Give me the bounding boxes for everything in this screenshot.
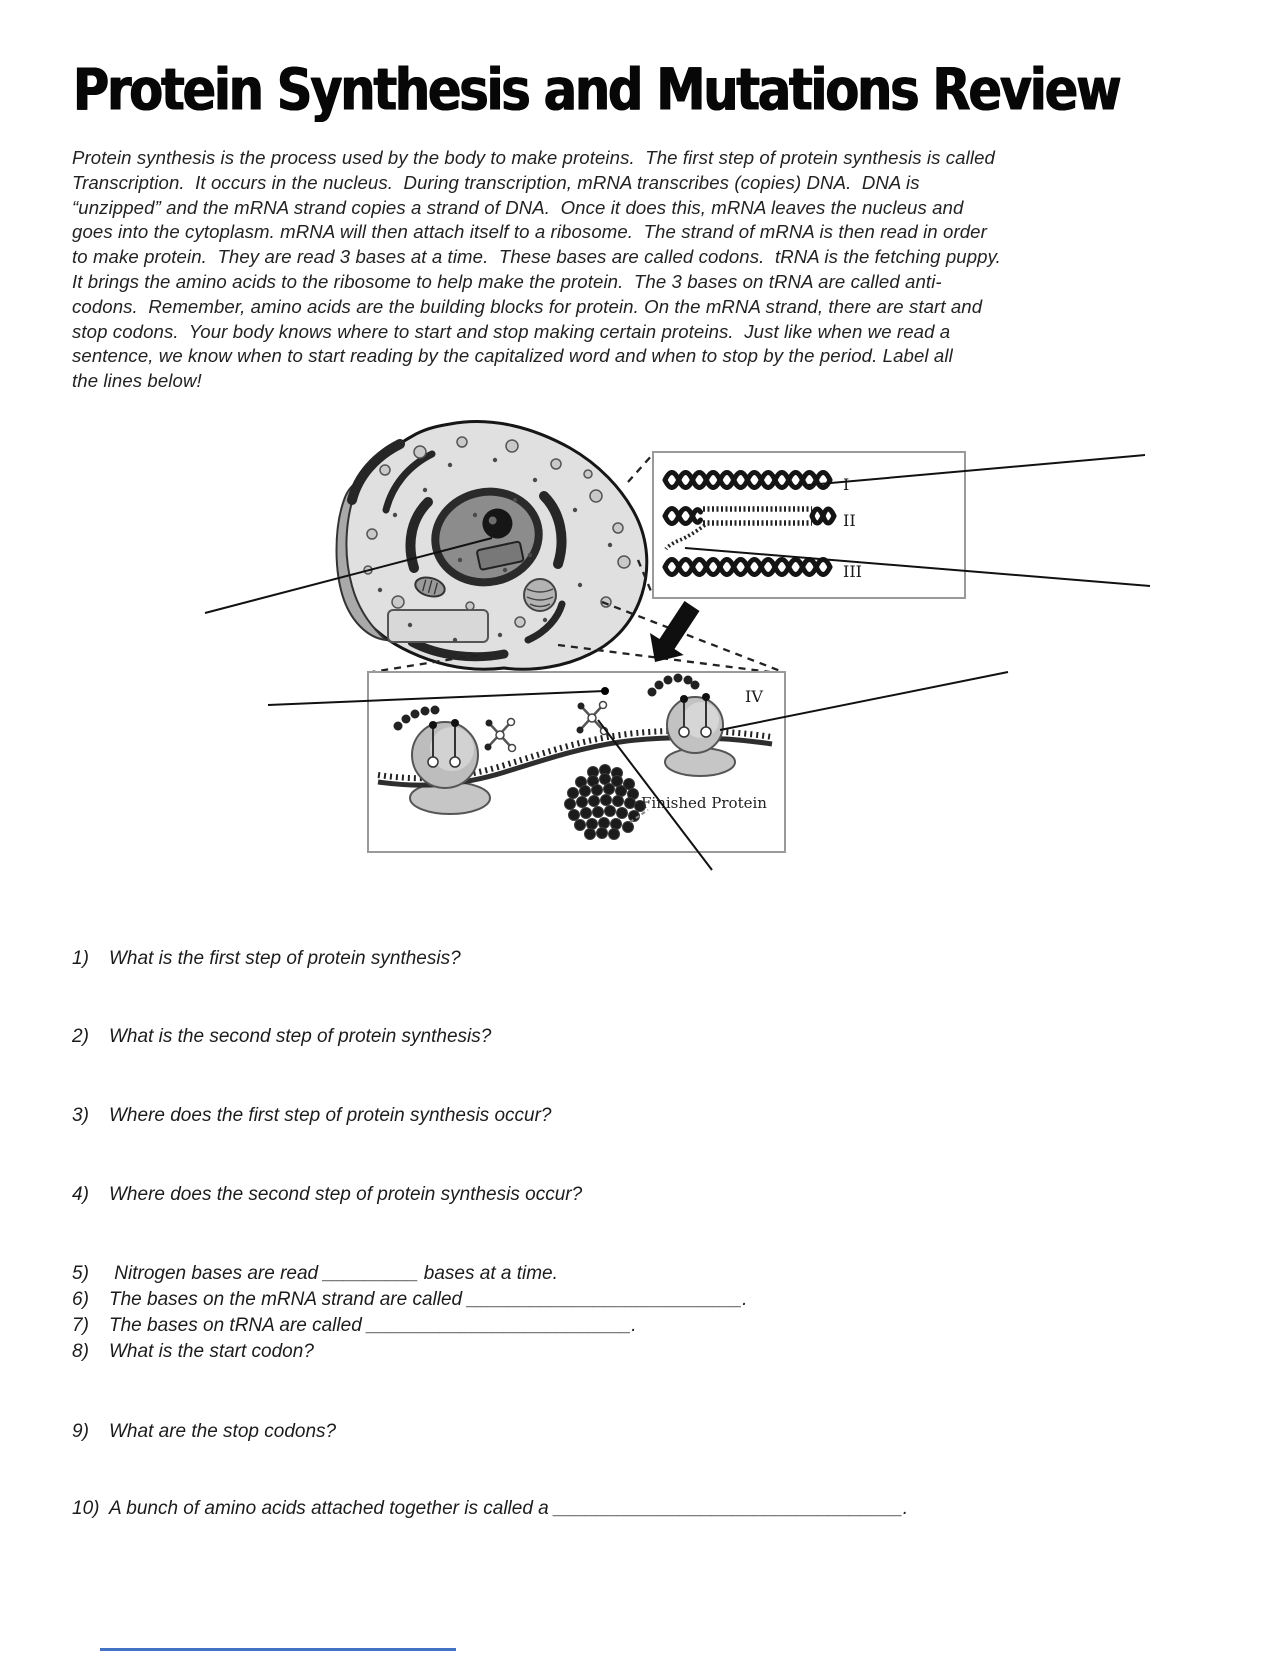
intro-line: It brings the amino acids to the ribosome to help make the protein. The 3 bases on tRNA are called anti- <box>72 270 942 292</box>
question-number: 5) <box>72 1263 89 1284</box>
intro-line: sentence, we know when to start reading by the capitalized word and when to stop by the period. Label all <box>72 345 953 367</box>
intro-line: Protein synthesis is the process used by the body to make proteins. The first step of protein synthesis is called <box>72 147 995 168</box>
question-number: 8) <box>72 1341 89 1362</box>
page-title-text: Protein Synthesis and Mutations Review <box>73 56 1120 125</box>
finished-protein-label: Finished Protein <box>641 794 767 812</box>
question-text: A bunch of amino acids attached together is called a _________________________________. <box>109 1498 909 1519</box>
question-row <box>72 1315 637 1337</box>
down-arrow <box>650 601 700 662</box>
question-number: 1) <box>72 948 89 969</box>
question-number: 6) <box>72 1289 89 1310</box>
intro-line: goes into the cytoplasm. mRNA will then attach itself to a ribosome. The strand of mRNA is then read in order <box>72 221 987 243</box>
stage-label-3: III <box>843 562 862 581</box>
question-number: 10) <box>72 1498 100 1519</box>
dna-transcription-box <box>653 452 965 598</box>
question-number: 7) <box>72 1315 89 1336</box>
question-text: Nitrogen bases are read _________ bases at a time. <box>109 1263 558 1284</box>
stage-label-2: II <box>843 511 856 530</box>
question-text: What is the start codon? <box>109 1341 314 1362</box>
question-row <box>72 1026 491 1048</box>
stage-label-1: I <box>843 475 850 494</box>
question-text: The bases on tRNA are called _________________________. <box>109 1315 637 1336</box>
question-text: What are the stop codons? <box>109 1421 337 1442</box>
intro-paragraph <box>72 146 1162 394</box>
page-title <box>73 56 1193 134</box>
question-number: 3) <box>72 1105 89 1126</box>
question-row <box>72 1289 747 1311</box>
question-row <box>72 1341 314 1363</box>
question-row <box>72 1105 552 1127</box>
pointer-dot <box>601 687 609 695</box>
question-number: 2) <box>72 1026 89 1047</box>
question-row <box>72 1184 582 1206</box>
intro-line: Transcription. It occurs in the nucleus. During transcription, mRNA transcribes (copies) DNA. DNA is <box>72 171 920 193</box>
footer-accent-line <box>100 1648 456 1651</box>
question-row <box>72 1263 558 1285</box>
intro-line: codons. Remember, amino acids are the building blocks for protein. On the mRNA strand, there are start and <box>72 295 983 317</box>
question-text: What is the first step of protein synthesis? <box>109 948 461 969</box>
question-number: 4) <box>72 1184 89 1205</box>
question-row <box>72 948 461 970</box>
question-text: The bases on the mRNA strand are called __________________________. <box>109 1289 748 1310</box>
stage-label-4: IV <box>745 687 763 706</box>
question-number: 9) <box>72 1421 89 1442</box>
cell-illustration <box>337 421 647 669</box>
protein-synthesis-diagram <box>0 410 1280 915</box>
intro-line: the lines below! <box>72 370 202 392</box>
intro-line: stop codons. Your body knows where to start and stop making certain proteins. Just like when we read a <box>72 320 951 342</box>
question-text: Where does the second step of protein synthesis occur? <box>109 1184 583 1205</box>
question-row <box>72 1498 908 1520</box>
question-text: Where does the first step of protein synthesis occur? <box>109 1105 552 1126</box>
intro-line: “unzipped” and the mRNA strand copies a strand of DNA. Once it does this, mRNA leaves the nucleus and <box>72 196 964 218</box>
question-row <box>72 1421 336 1443</box>
question-text: What is the second step of protein synthesis? <box>109 1026 492 1047</box>
intro-line: to make protein. They are read 3 bases at a time. These bases are called codons. tRNA is the fetching puppy. <box>72 246 1001 268</box>
